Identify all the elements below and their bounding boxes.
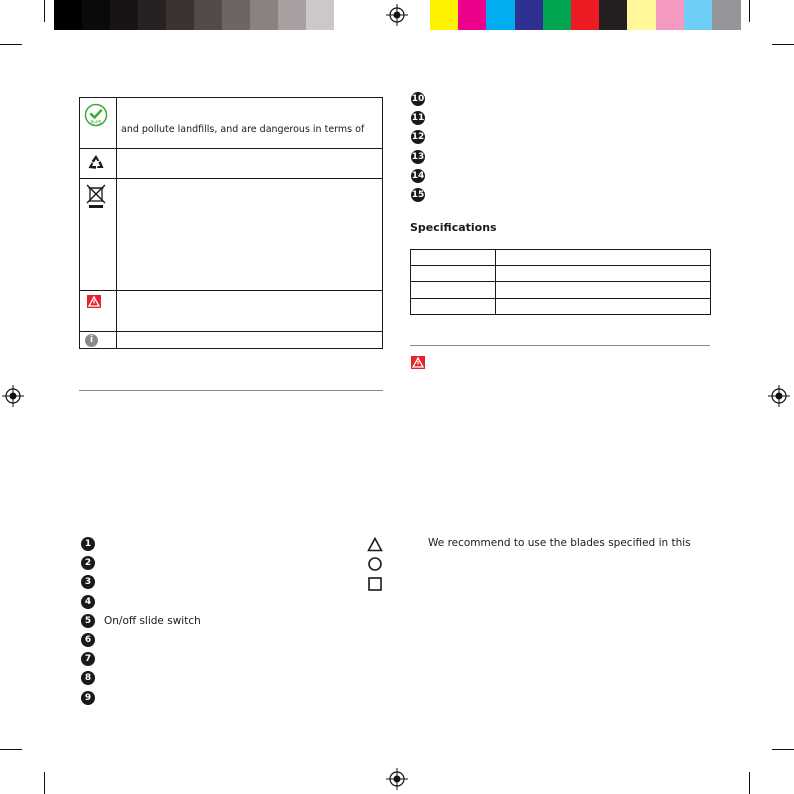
part-number-badge: 13 <box>411 151 425 162</box>
registration-mark-top-icon <box>386 4 408 26</box>
process-color-bar <box>430 0 740 30</box>
part-number-badge: 9 <box>81 691 95 705</box>
part-number-badge: 7 <box>81 652 95 666</box>
rohs-row-text: and pollute landfills, and are dangerous in terms of <box>121 124 365 135</box>
triangle-symbol-text: We recommend to use the blades specified in this <box>428 537 691 549</box>
gray-swatch <box>334 0 362 30</box>
registration-mark-bottom-icon <box>386 768 408 790</box>
color-swatch <box>712 0 741 30</box>
gray-swatch <box>110 0 138 30</box>
part-number-badge: 4 <box>81 595 95 609</box>
color-swatch <box>599 0 628 30</box>
gray-swatch <box>54 0 82 30</box>
weee-bin-icon <box>85 183 107 209</box>
part-number-badge: 14 <box>411 170 425 181</box>
color-swatch <box>430 0 459 30</box>
gray-swatch <box>138 0 166 30</box>
triangle-symbol-icon <box>367 537 383 552</box>
gray-swatch <box>306 0 334 30</box>
specifications-warning-icon <box>411 356 425 369</box>
registration-mark-left-icon <box>2 385 24 407</box>
recycle-icon <box>86 153 106 173</box>
part-number-badge: 15 <box>411 190 425 200</box>
gray-swatch <box>194 0 222 30</box>
gray-swatch <box>278 0 306 30</box>
color-swatch <box>571 0 600 30</box>
part-number-badge: 12 <box>411 132 425 143</box>
color-swatch <box>515 0 544 30</box>
part-label: On/off slide switch <box>104 614 201 627</box>
color-swatch <box>627 0 656 30</box>
part-number-badge: 6 <box>81 633 95 647</box>
part-number-badge: 8 <box>81 671 95 685</box>
part-number-badge: 1 <box>81 537 95 551</box>
right-section-divider <box>410 345 710 346</box>
rohs-icon <box>84 103 108 127</box>
gray-swatch <box>166 0 194 30</box>
part-number-badge: 2 <box>81 556 95 570</box>
part-number-badge: 11 <box>411 113 425 124</box>
color-swatch <box>486 0 515 30</box>
color-swatch <box>684 0 713 30</box>
left-section-divider <box>79 390 383 391</box>
gray-swatch <box>222 0 250 30</box>
color-swatch <box>458 0 487 30</box>
color-swatch <box>656 0 685 30</box>
specifications-heading: Specifications <box>410 221 497 234</box>
gray-swatch <box>250 0 278 30</box>
info-icon: i <box>85 334 98 347</box>
registration-mark-right-icon <box>768 385 790 407</box>
part-number-badge: 10 <box>411 94 425 104</box>
circle-symbol-icon <box>367 556 383 572</box>
square-symbol-icon <box>367 576 383 592</box>
color-swatch <box>543 0 572 30</box>
grayscale-color-bar <box>54 0 362 30</box>
gray-swatch <box>82 0 110 30</box>
part-number-badge: 3 <box>81 575 95 589</box>
rohs-icon-label: RoHS <box>90 119 102 125</box>
warning-icon <box>87 295 101 308</box>
part-number-badge: 5 <box>81 614 95 628</box>
